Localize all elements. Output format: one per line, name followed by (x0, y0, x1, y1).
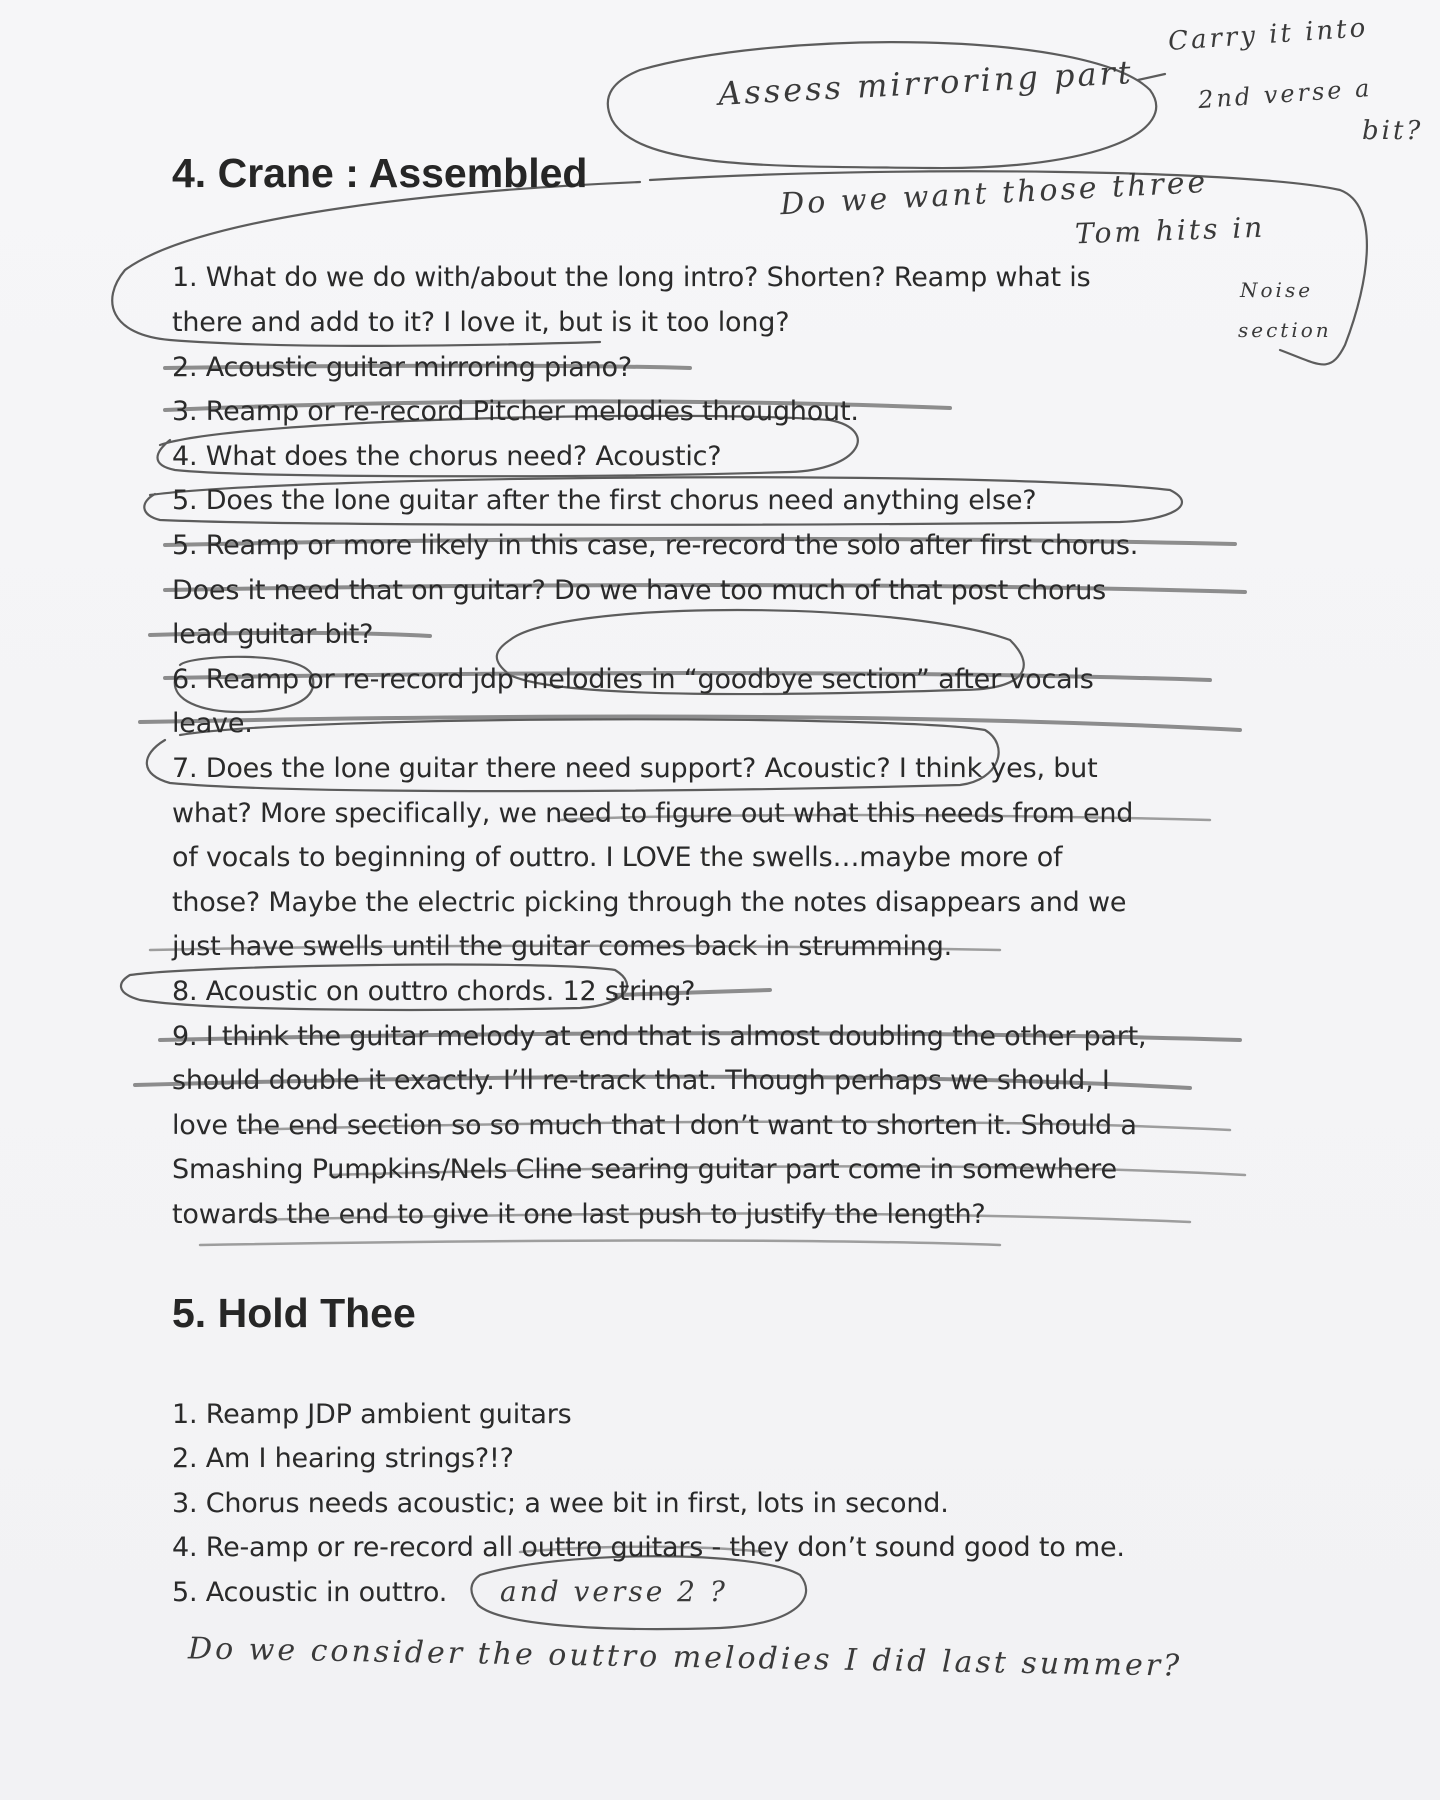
crane-line-6: 5. Does the lone guitar after the first chorus need anything else? (172, 485, 1037, 516)
section-title-crane: 4. Crane : Assembled (172, 150, 588, 196)
hold-line-2: 2. Am I hearing strings?!? (172, 1443, 514, 1474)
crane-line-17: 8. Acoustic on outtro chords. 12 string? (172, 976, 696, 1007)
hold-line-4: 4. Re-amp or re-record all outtro guitars - they don’t sound good to me. (172, 1532, 1125, 1563)
note-tom-3: Noise (1240, 278, 1314, 302)
crane-line-14: of vocals to beginning of outtro. I LOVE the swells…maybe more of (172, 842, 1063, 873)
crane-line-1: 1. What do we do with/about the long intro? Shorten? Reamp what is (172, 262, 1091, 293)
note-carry-3: bit? (1362, 116, 1424, 146)
crane-line-21: Smashing Pumpkins/Nels Cline searing guitar part come in somewhere (172, 1154, 1117, 1185)
assess-dash (1138, 74, 1165, 80)
note-carry-1: Carry it into (1167, 13, 1370, 57)
crane-line-12: 7. Does the lone guitar there need support? Acoustic? I think yes, but (172, 753, 1098, 784)
section-title-hold: 5. Hold Thee (172, 1290, 416, 1336)
hold-line-5: 5. Acoustic in outtro. (172, 1577, 448, 1608)
crane-line-9: lead guitar bit? (172, 619, 374, 650)
crane-line-7: 5. Reamp or more likely in this case, re-record the solo after first chorus. (172, 530, 1139, 561)
hold-line-3: 3. Chorus needs acoustic; a wee bit in first, lots in second. (172, 1488, 949, 1519)
note-consider: Do we consider the outtro melodies I did last summer? (187, 1631, 1183, 1684)
crane-line-11: leave. (172, 708, 253, 739)
crane-line-2: there and add to it? I love it, but is it too long? (172, 307, 790, 338)
note-tom-2: Tom hits in (1074, 210, 1266, 251)
note-carry-2: 2nd verse a (1197, 73, 1374, 115)
crane-line-13: what? More specifically, we need to figure out what this needs from end (172, 798, 1134, 829)
hold-line-1: 1. Reamp JDP ambient guitars (172, 1399, 572, 1430)
crane-line-3: 2. Acoustic guitar mirroring piano? (172, 352, 633, 383)
note-assess: Assess mirroring part (717, 53, 1135, 113)
crane-line-16: just have swells until the guitar comes back in strumming. (172, 931, 953, 962)
strike-item6-b (140, 717, 1240, 730)
crane-line-22: towards the end to give it one last push to justify the length? (172, 1199, 986, 1230)
crane-line-15: those? Maybe the electric picking through the notes disappears and we (172, 887, 1127, 918)
strike-item9-f (200, 1240, 1000, 1245)
crane-line-19: should double it exactly. I’ll re-track that. Though perhaps we should, I (172, 1065, 1110, 1096)
crane-line-8: Does it need that on guitar? Do we have too much of that post chorus (172, 575, 1107, 606)
crane-line-4: 3. Reamp or re-record Pitcher melodies throughout. (172, 396, 859, 427)
note-tom-1: Do we want those three (779, 164, 1210, 223)
crane-line-5: 4. What does the chorus need? Acoustic? (172, 441, 722, 472)
crane-line-18: 9. I think the guitar melody at end that is almost doubling the other part, (172, 1021, 1147, 1052)
crane-line-10: 6. Reamp or re-record jdp melodies in “goodbye section” after vocals (172, 664, 1094, 695)
note-verse2: and verse 2 ? (500, 1575, 728, 1608)
note-tom-4: section (1238, 318, 1332, 342)
crane-line-20: love the end section so so much that I don’t want to shorten it. Should a (172, 1110, 1137, 1141)
